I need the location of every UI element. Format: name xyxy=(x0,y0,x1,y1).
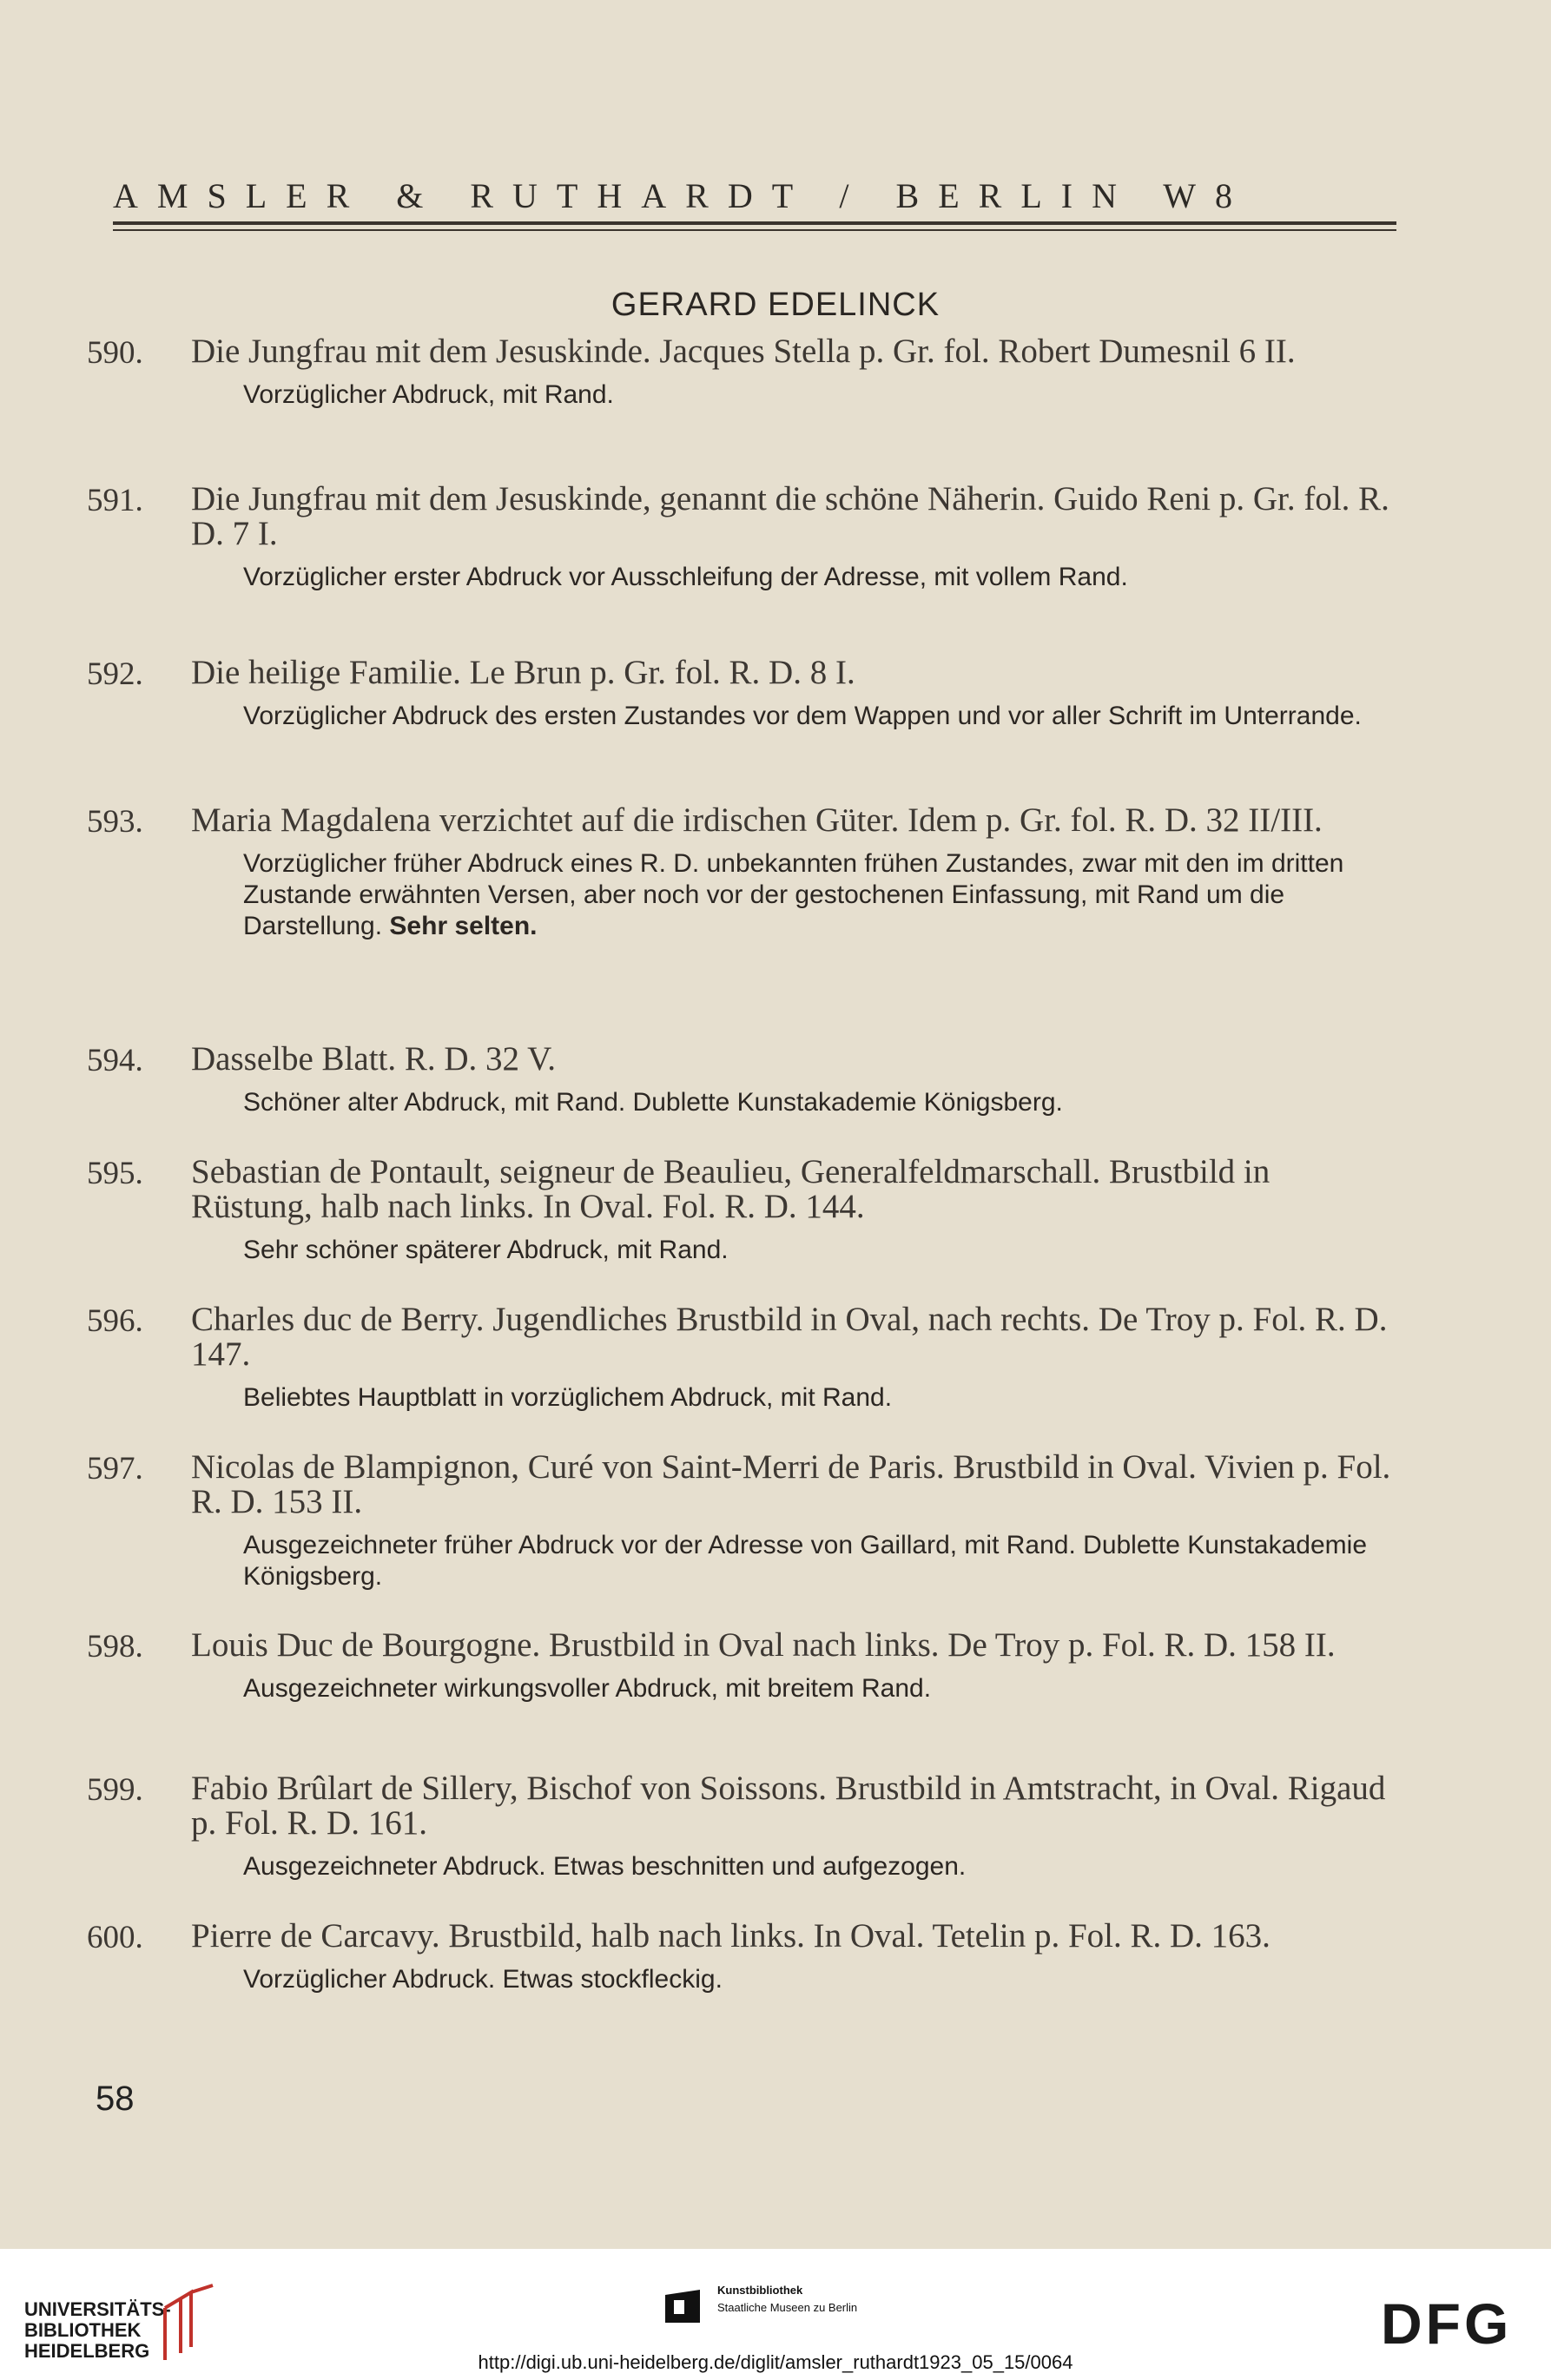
entry-title: Fabio Brûlart de Sillery, Bischof von Soissons. Brustbild in Amtstracht, in Oval. Rigaud p. Fol. R. D. 161. xyxy=(191,1770,1386,1842)
entry-number: 597. xyxy=(87,1451,143,1487)
library-name-line: HEIDELBERG xyxy=(24,2340,150,2362)
running-head: AMSLER & RUTHARDT / BERLIN W8 xyxy=(113,176,1251,215)
permalink-url[interactable]: http://digi.ub.uni-heidelberg.de/diglit/amsler_ruthardt1923_05_15/0064 xyxy=(478,2351,1073,2373)
entry-title: Charles duc de Berry. Jugendliches Brustbild in Oval, nach rechts. De Troy p. Fol. R. D. 147. xyxy=(191,1301,1388,1373)
header-rule-thin xyxy=(113,229,1396,231)
entry-note-text: Vorzüglicher früher Abdruck eines R. D. unbekannten frühen Zustandes, zwar mit den im dritten Zustande erwähnten Versen, aber noch vor der gestochenen Einfassung, mit Rand um die Darstellung. xyxy=(243,849,1344,940)
entry-title: Die heilige Familie. Le Brun p. Gr. fol. R. D. 8 I. xyxy=(191,654,855,691)
kunstbibliothek-logo-icon xyxy=(662,2288,703,2326)
entry-number: 594. xyxy=(87,1043,143,1078)
entry-title: Die Jungfrau mit dem Jesuskinde, genannt die schöne Näherin. Guido Reni p. Gr. fol. R. D. 7 I. xyxy=(191,480,1389,552)
entry-note: Ausgezeichneter früher Abdruck vor der Adresse von Gaillard, mit Rand. Dublette Kunstakademie Königsberg. xyxy=(243,1531,1368,1591)
catalog-entry xyxy=(87,803,1398,942)
catalog-entry xyxy=(87,1628,1398,1704)
entry-note: Schöner alter Abdruck, mit Rand. Dublette Kunstakademie Königsberg. xyxy=(243,1088,1063,1117)
entry-note: Beliebtes Hauptblatt in vorzüglichem Abdruck, mit Rand. xyxy=(243,1383,893,1412)
header-rule-thick xyxy=(113,221,1396,225)
catalog-entry xyxy=(87,482,1398,593)
kunstbibliothek-subtitle: Staatliche Museen zu Berlin xyxy=(717,2301,858,2314)
entry-number: 595. xyxy=(87,1156,143,1191)
catalog-entry xyxy=(87,1919,1398,1995)
kunstbibliothek-label xyxy=(717,2282,857,2317)
entry-note: Ausgezeichneter Abdruck. Etwas beschnitten und aufgezogen. xyxy=(243,1852,967,1881)
catalog-entry xyxy=(87,1155,1398,1266)
entry-note xyxy=(243,848,1398,942)
library-name-line: UNIVERSITÄTS- xyxy=(24,2298,171,2320)
page-number: 58 xyxy=(96,2080,135,2118)
entry-title: Die Jungfrau mit dem Jesuskinde. Jacques Stella p. Gr. fol. Robert Dumesnil 6 II. xyxy=(191,333,1296,370)
dfg-logo: DFG xyxy=(1381,2291,1513,2356)
catalog-entry xyxy=(87,334,1398,411)
entry-title: Louis Duc de Bourgogne. Brustbild in Oval nach links. De Troy p. Fol. R. D. 158 II. xyxy=(191,1626,1336,1664)
entry-title: Maria Magdalena verzichtet auf die irdischen Güter. Idem p. Gr. fol. R. D. 32 II/III. xyxy=(191,801,1323,839)
catalog-entry xyxy=(87,656,1398,732)
entry-note: Ausgezeichneter wirkungsvoller Abdruck, mit breitem Rand. xyxy=(243,1674,932,1703)
catalog-entry xyxy=(87,1302,1398,1414)
entry-note: Vorzüglicher erster Abdruck vor Ausschleifung der Adresse, mit vollem Rand. xyxy=(243,563,1128,591)
kunstbibliothek-title: Kunstbibliothek xyxy=(717,2284,803,2297)
entry-title: Dasselbe Blatt. R. D. 32 V. xyxy=(191,1040,556,1078)
entry-note: Vorzüglicher Abdruck, mit Rand. xyxy=(243,380,614,409)
entry-title: Pierre de Carcavy. Brustbild, halb nach links. In Oval. Tetelin p. Fol. R. D. 163. xyxy=(191,1917,1270,1955)
catalog-entry xyxy=(87,1771,1398,1882)
entry-title: Sebastian de Pontault, seigneur de Beaulieu, Generalfeldmarschall. Brustbild in Rüstung, halb nach links. In Oval. Fol. R. D. 144. xyxy=(191,1153,1270,1225)
entry-number: 600. xyxy=(87,1920,143,1955)
entry-note-emphasis: Sehr selten. xyxy=(389,912,538,940)
entry-title: Nicolas de Blampignon, Curé von Saint-Merri de Paris. Brustbild in Oval. Vivien p. Fol. R. D. 153 II. xyxy=(191,1448,1391,1520)
entry-number: 599. xyxy=(87,1772,143,1808)
entry-number: 591. xyxy=(87,483,143,518)
entry-note: Vorzüglicher Abdruck des ersten Zustandes vor dem Wappen und vor aller Schrift im Unterrande. xyxy=(243,702,1362,730)
entry-number: 596. xyxy=(87,1303,143,1339)
entry-note: Sehr schöner späterer Abdruck, mit Rand. xyxy=(243,1236,729,1264)
entry-number: 598. xyxy=(87,1629,143,1665)
section-title: GERARD EDELINCK xyxy=(610,287,940,323)
entry-number: 590. xyxy=(87,335,143,371)
entry-number: 592. xyxy=(87,656,143,692)
catalog-entry xyxy=(87,1042,1398,1118)
catalog-entry xyxy=(87,1450,1398,1592)
entry-number: 593. xyxy=(87,804,143,840)
entry-note: Vorzüglicher Abdruck. Etwas stockfleckig. xyxy=(243,1965,723,1994)
library-name-line: BIBLIOTHEK xyxy=(24,2319,142,2341)
